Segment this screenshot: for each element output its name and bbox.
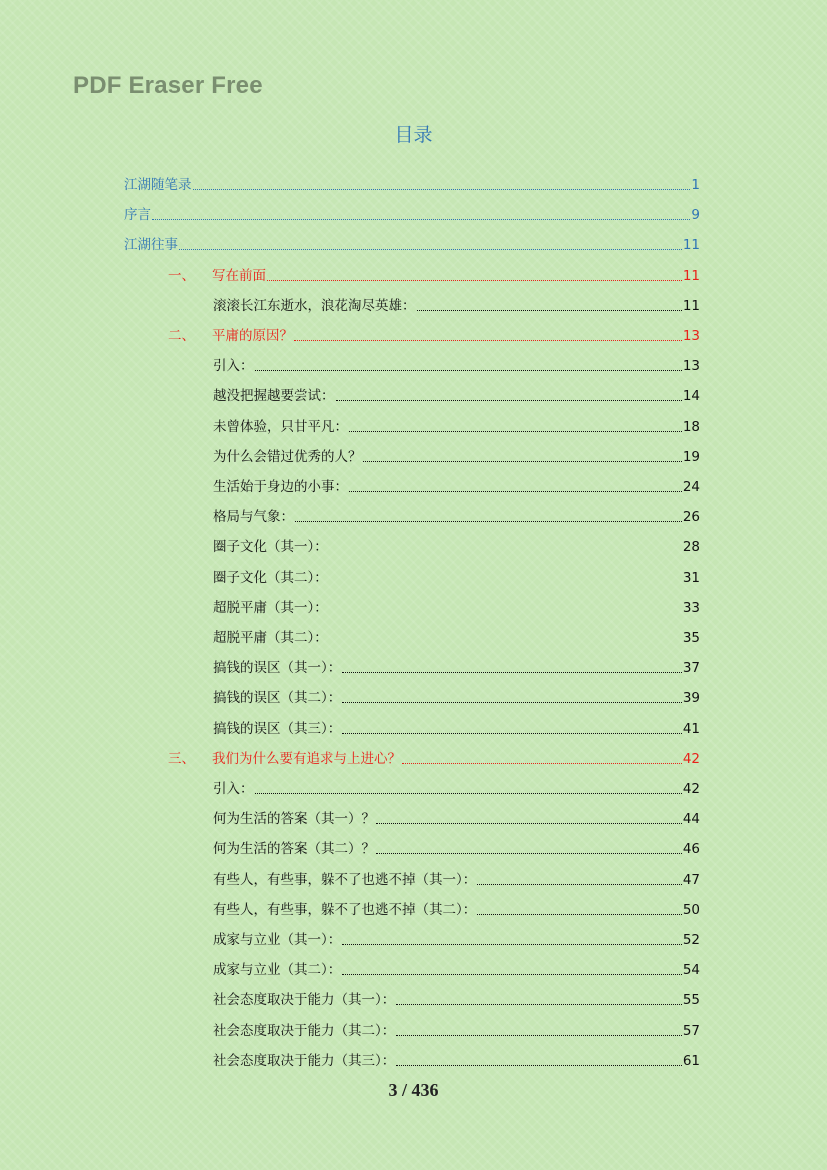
toc-entry-page: 28: [682, 539, 700, 556]
toc-entry-label: 圈子文化（其一）：: [213, 539, 328, 556]
toc-entry[interactable]: [213, 344, 700, 374]
toc-entry-number: 三、: [168, 750, 195, 767]
toc-entry-page: 19: [682, 448, 700, 465]
toc-entry-label: 成家与立业（其二）：: [213, 962, 342, 979]
toc-entry[interactable]: [168, 254, 700, 284]
toc-entry[interactable]: [213, 767, 700, 797]
toc-entry[interactable]: [213, 646, 700, 676]
toc-entry-page: 24: [682, 479, 700, 495]
toc-entry-page: 50: [682, 901, 700, 918]
toc-entry-page: 13: [682, 328, 700, 344]
toc-dot-leader: [255, 370, 682, 371]
toc-entry-label: 为什么会错过优秀的人？: [213, 448, 362, 465]
toc-dot-leader: [179, 249, 682, 250]
toc-dot-leader: [396, 1004, 682, 1005]
toc-dot-leader: [376, 823, 682, 824]
toc-entry[interactable]: [168, 314, 700, 344]
toc-entry-number: 二、: [168, 328, 195, 344]
toc-dot-leader: [376, 853, 682, 854]
toc-dot-leader: [267, 280, 682, 281]
toc-entry[interactable]: [213, 1039, 700, 1069]
toc-entry-label: 有些人，有些事，躲不了也逃不掉（其一）：: [213, 871, 477, 888]
toc-entry[interactable]: [213, 465, 700, 495]
toc-entry[interactable]: [213, 1009, 700, 1039]
toc-entry-page: 57: [682, 1022, 700, 1039]
toc-entry[interactable]: [213, 858, 700, 888]
toc-entry-page: 44: [682, 811, 700, 828]
toc-entry-label: 有些人，有些事，躲不了也逃不掉（其二）：: [213, 901, 477, 918]
toc-entry[interactable]: [213, 918, 700, 948]
page-separator: /: [401, 1080, 407, 1100]
toc-dot-leader: [336, 400, 682, 401]
toc-entry-label: 引入：: [213, 781, 254, 797]
toc-entry-label: 何为生活的答案（其二）？: [213, 841, 375, 858]
toc-entry-page: 37: [682, 660, 700, 677]
toc-entry[interactable]: [213, 284, 700, 314]
toc-entry[interactable]: [213, 525, 700, 555]
toc-entry-page: 33: [682, 599, 700, 616]
toc-entry-label: 搞钱的误区（其三）：: [213, 720, 342, 737]
toc-entry-page: 11: [682, 237, 700, 254]
page-total: 436: [411, 1080, 439, 1100]
toc-entry-page: 47: [682, 871, 700, 888]
toc-entry-label: 我们为什么要有追求与上进心？: [212, 750, 401, 767]
toc-entry-label: 社会态度取决于能力（其一）：: [213, 992, 396, 1009]
page-number: [0, 1080, 827, 1101]
toc-entry-label: 滚滚长江东逝水，浪花淘尽英雄：: [213, 297, 416, 314]
toc-entry-page: 52: [682, 932, 700, 948]
toc-entry[interactable]: [213, 586, 700, 616]
toc-entry-number: 一、: [168, 267, 195, 284]
toc-dot-leader: [402, 763, 682, 764]
toc-entry-label: 圈子文化（其二）：: [213, 569, 328, 586]
toc-entry-page: 41: [682, 720, 700, 737]
toc-title: 目录: [394, 124, 433, 146]
toc-dot-leader: [152, 219, 690, 220]
toc-entry-label: 成家与立业（其一）：: [213, 932, 342, 948]
toc-entry[interactable]: [213, 827, 700, 857]
toc-entry-page: 11: [682, 267, 700, 284]
toc-dot-leader: [477, 884, 682, 885]
toc-entry-page: 54: [682, 962, 700, 979]
toc-entry[interactable]: [124, 193, 700, 223]
toc-entry[interactable]: [213, 616, 700, 646]
toc-entry-page: 9: [691, 207, 700, 224]
toc-dot-leader: [477, 914, 682, 915]
toc-entry-label: 社会态度取决于能力（其三）：: [213, 1052, 396, 1069]
toc-entry[interactable]: [213, 888, 700, 918]
toc-entry-page: 55: [682, 992, 700, 1009]
toc-entry-label: 江湖往事: [124, 237, 178, 254]
toc-entry[interactable]: [213, 374, 700, 404]
toc-entry[interactable]: [213, 797, 700, 827]
toc-entry-label: 未曾体验，只甘平凡：: [213, 418, 348, 435]
toc-dot-leader: [193, 189, 691, 190]
toc-entry-label: 越没把握越要尝试：: [213, 388, 335, 405]
toc-entry-label: 格局与气象：: [213, 509, 294, 526]
toc-entry-label: 搞钱的误区（其一）：: [213, 660, 342, 677]
toc-entry[interactable]: [213, 405, 700, 435]
toc-entry-page: 42: [682, 750, 700, 767]
toc-entry-page: 35: [682, 630, 700, 646]
toc-entry[interactable]: [168, 737, 700, 767]
toc-dot-leader: [342, 733, 682, 734]
toc-dot-leader: [342, 672, 682, 673]
toc-entry[interactable]: [213, 556, 700, 586]
toc-entry-page: 46: [682, 841, 700, 858]
toc-entry[interactable]: [213, 978, 700, 1008]
toc-entry-page: 42: [682, 781, 700, 797]
toc-entry-label: 江湖随笔录: [124, 177, 192, 193]
toc-entry-label: 生活始于身边的小事：: [213, 479, 348, 495]
page-current: 3: [388, 1080, 398, 1100]
toc-dot-leader: [294, 340, 682, 341]
toc-entry-label: 超脱平庸（其二）：: [213, 630, 328, 646]
toc-entry[interactable]: [213, 676, 700, 706]
toc-entry-label: 引入：: [213, 358, 254, 375]
toc-entry-page: 13: [682, 358, 700, 375]
toc-entry-label: 写在前面: [212, 267, 266, 284]
toc-entry[interactable]: [213, 948, 700, 978]
toc-entry-label: 何为生活的答案（其一）？: [213, 811, 375, 828]
toc-entry-page: 18: [682, 418, 700, 435]
toc-dot-leader: [363, 461, 682, 462]
toc-entry-page: 31: [682, 569, 700, 586]
toc-entry-label: 超脱平庸（其一）：: [213, 599, 328, 616]
toc-entry-page: 1: [691, 177, 700, 193]
toc-entry-label: 平庸的原因？: [212, 328, 293, 344]
toc-entry[interactable]: [124, 223, 700, 253]
watermark-text: PDF Eraser Free: [73, 72, 263, 99]
toc-dot-leader: [342, 974, 682, 975]
toc-dot-leader: [255, 793, 682, 794]
toc-entry-page: 39: [682, 690, 700, 707]
toc-entry[interactable]: [124, 163, 700, 193]
toc-entry[interactable]: [213, 707, 700, 737]
toc-dot-leader: [396, 1035, 682, 1036]
toc-entry-label: 搞钱的误区（其二）：: [213, 690, 342, 707]
toc-entry-label: 社会态度取决于能力（其二）：: [213, 1022, 396, 1039]
toc-dot-leader: [349, 491, 682, 492]
toc-dot-leader: [342, 944, 682, 945]
toc-entry[interactable]: [213, 495, 700, 525]
toc-dot-leader: [396, 1065, 682, 1066]
toc-entry[interactable]: [213, 435, 700, 465]
toc-entry-page: 61: [682, 1052, 700, 1069]
toc-entry-page: 26: [682, 509, 700, 526]
toc-entry-page: 11: [682, 297, 700, 314]
toc-dot-leader: [417, 310, 682, 311]
toc-dot-leader: [349, 431, 682, 432]
toc-entry-label: 序言: [124, 207, 151, 224]
toc-dot-leader: [342, 702, 682, 703]
toc-dot-leader: [295, 521, 682, 522]
toc-entry-page: 14: [682, 388, 700, 405]
